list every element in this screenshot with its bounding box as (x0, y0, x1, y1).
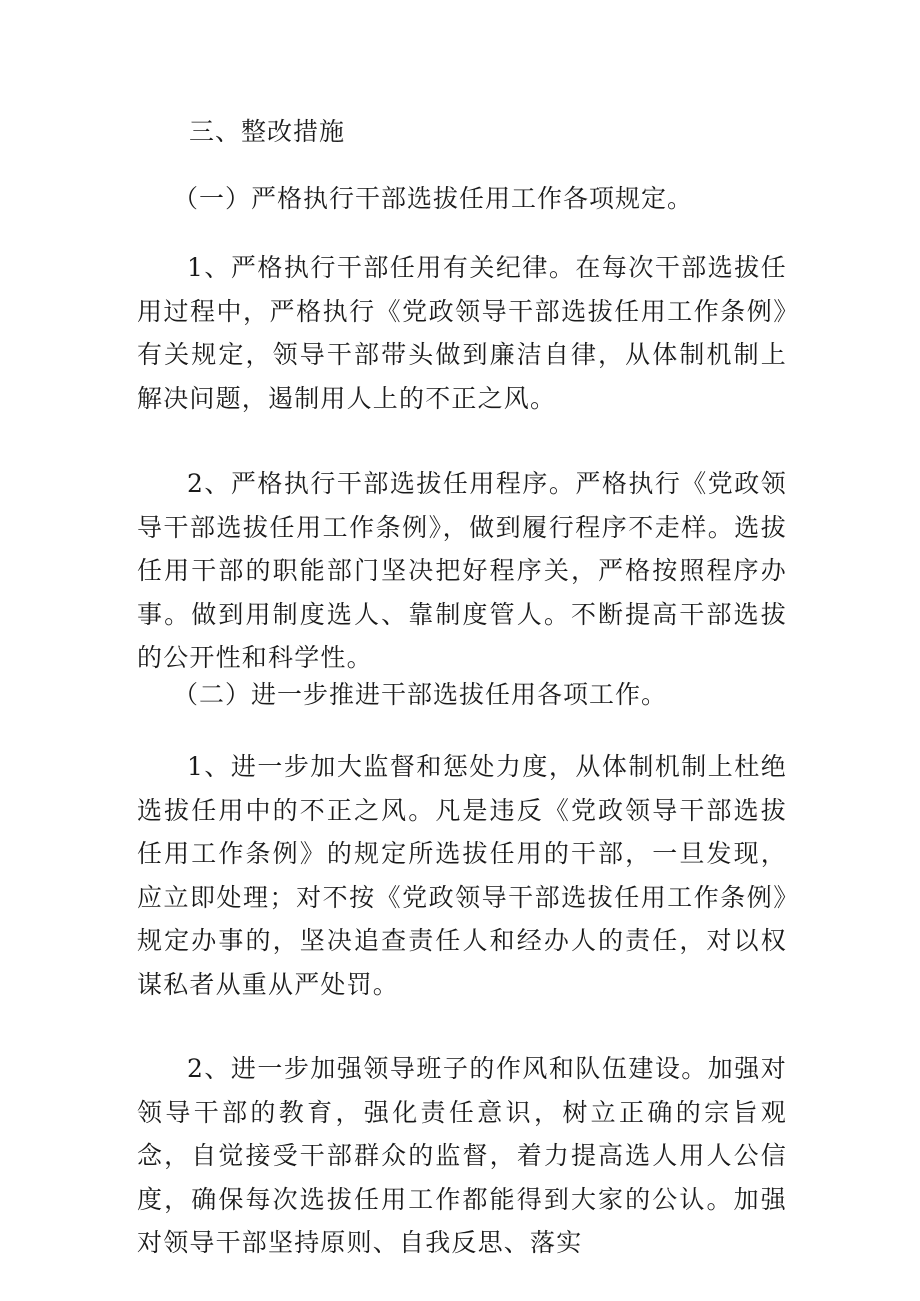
paragraph-2-2: 2、进一步加强领导班子的作风和队伍建设。加强对领导干部的教育，强化责任意识，树立正确的宗旨观念，自觉接受干部群众的监督，着力提高选人用人公信度，确保每次选拔任用工作都能得到大家的公认。加强对领导干部坚持原则、自我反思、落实 (137, 1054, 787, 1257)
paragraph-1-2: 2、严格执行干部选拔任用程序。严格执行《党政领导干部选拔任用工作条例》，做到履行程序不走样。选拔任用干部的职能部门坚决把好程序关，严格按照程序办事。做到用制度选人、靠制度管人。不断提高干部选拔的公开性和科学性。 (137, 469, 787, 672)
paragraph-1-1: 1、严格执行干部任用有关纪律。在每次干部选拔任用过程中，严格执行《党政领导干部选拔任用工作条例》有关规定，领导干部带头做到廉洁自律，从体制机制上解决问题，遏制用人上的不正之风。 (137, 253, 787, 413)
subsection-title-2: （二）进一步推进干部选拔任用各项工作。 (173, 680, 668, 709)
paragraph-2-1: 1、进一步加大监督和惩处力度，从体制机制上杜绝选拔任用中的不正之风。凡是违反《党政领导干部选拔任用工作条例》的规定所选拔任用的干部，一旦发现，应立即处理；对不按《党政领导干部选拔任用工作条例》规定办事的，坚决追查责任人和经办人的责任，对以权谋私者从重从严处罚。 (137, 752, 787, 999)
section-title: 三、整改措施 (189, 117, 346, 146)
subsection-title-1: （一）严格执行干部选拔任用工作各项规定。 (173, 184, 694, 213)
